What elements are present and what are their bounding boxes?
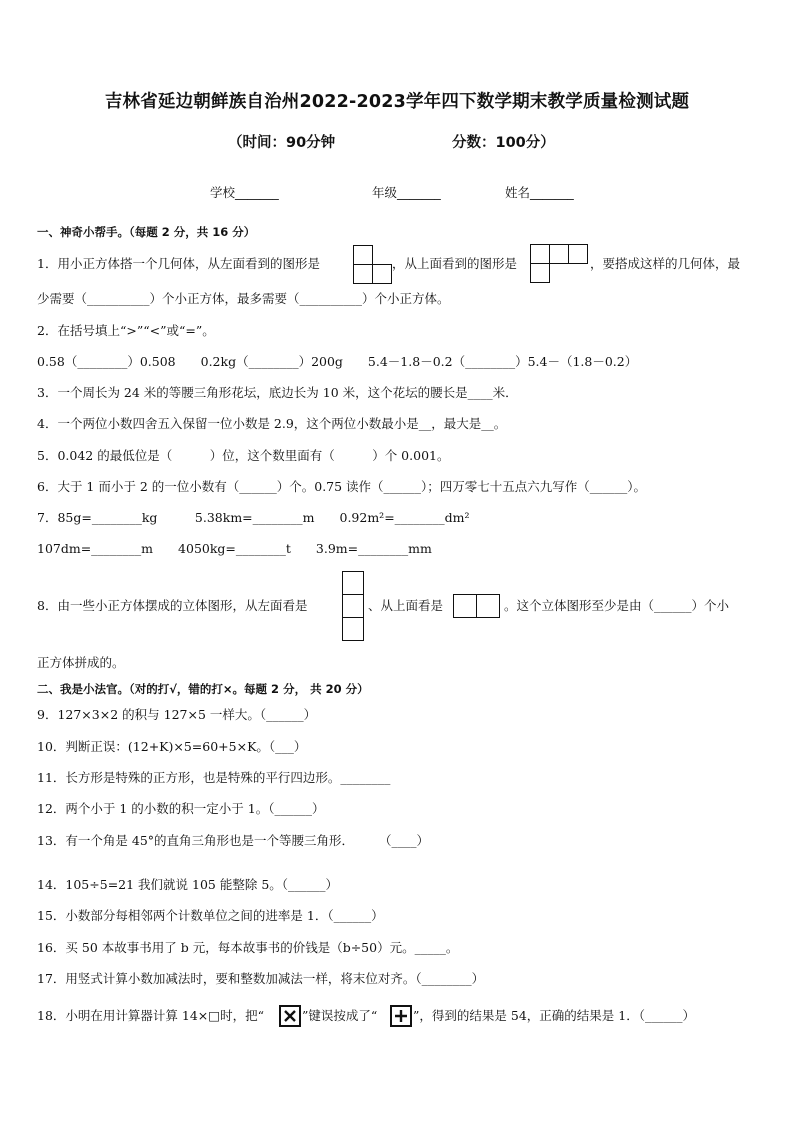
question-17: 17．用竖式计算小数加减法时，要和整数加减法一样，将末位对齐。（________） (37, 971, 485, 986)
question-1-part-d: 少需要（__________）个小正方体，最多需要（__________）个小正方体。 (37, 291, 450, 306)
question-6: 6．大于 1 而小于 2 的一位小数有（______）个。0.75 读作（______）；四万零七十五点六九写作（______）。 (37, 479, 647, 494)
question-9: 9．127×3×2 的积与 127×5 一样大。（______） (37, 707, 317, 722)
question-1-part-b: ，从上面看到的图形是 (392, 256, 518, 271)
grade-field[interactable]: 年级_______ (372, 185, 441, 200)
name-field[interactable]: 姓名_______ (505, 185, 574, 200)
question-8-part-c: 。这个立体图形至少是由（______）个小 (504, 598, 730, 613)
q1-left-view-figure (353, 245, 392, 284)
question-18-part-c: ”，得到的结果是 54，正确的结果是 1．（______） (413, 1008, 695, 1023)
question-1-part-a: 1．用小正方体搭一个几何体，从左面看到的图形是 (37, 256, 320, 271)
question-7-row-2: 107dm=________m 4050kg=________t 3.9m=________mm (37, 541, 432, 556)
question-16: 16．买 50 本故事书用了 b 元，每本故事书的价钱是（b÷50）元。_____。 (37, 940, 459, 955)
question-8-part-d: 正方体拼成的。 (37, 655, 125, 670)
question-8-part-a: 8．由一些小正方体摆成的立体图形，从左面看是 (37, 598, 308, 613)
question-8-part-b: 、从上面看是 (368, 598, 444, 613)
question-7-row-1: 7．85g=________kg 5.38km=________m 0.92m²=________dm² (37, 510, 470, 525)
section-1-heading: 一、神奇小帮手。（每题 2 分，共 16 分） (37, 225, 256, 239)
question-18-part-b: ”键误按成了“ (302, 1008, 378, 1023)
question-1-part-c: ，要搭成这样的几何体，最 (590, 256, 741, 271)
question-4: 4．一个两位小数四舍五入保留一位小数是 2.9，这个两位小数最小是__，最大是__。 (37, 416, 507, 431)
question-2-items: 0.58（________）0.508 0.2kg（________）200g 5.4－1.8－0.2（________）5.4－（1.8－0.2） (37, 354, 638, 369)
question-10: 10．判断正误：(12+K)×5=60+5×K。（___） (37, 739, 307, 754)
section-2-heading: 二、我是小法官。（对的打√，错的打×。每题 2 分， 共 20 分） (37, 682, 369, 696)
exam-title: 吉林省延边朝鲜族自治州2022-2023学年四下数学期末教学质量检测试题 (104, 92, 690, 112)
question-5: 5．0.042 的最低位是（ ）位，这个数里面有（ ）个 0.001。 (37, 448, 450, 463)
multiply-key-icon (279, 1005, 301, 1027)
question-2: 2．在括号填上“>”“<”或“=”。 (37, 323, 215, 338)
exam-time: （时间：90分钟 (228, 135, 336, 151)
question-18-part-a: 18．小明在用计算器计算 14×□时，把“ (37, 1008, 264, 1023)
school-field[interactable]: 学校_______ (210, 185, 279, 200)
plus-key-icon (390, 1005, 412, 1027)
question-11: 11．长方形是特殊的正方形，也是特殊的平行四边形。________ (37, 770, 391, 785)
exam-score: 分数：100分） (452, 135, 555, 151)
question-12: 12．两个小于 1 的小数的积一定小于 1。（______） (37, 801, 325, 816)
q1-top-view-figure (530, 244, 588, 283)
question-3: 3．一个周长为 24 米的等腰三角形花坛，底边长为 10 米，这个花坛的腰长是____米． (37, 385, 518, 400)
question-13: 13．有一个角是 45°的直角三角形也是一个等腰三角形． （____） (37, 833, 430, 848)
question-15: 15．小数部分每相邻两个计数单位之间的进率是 1．（______） (37, 908, 384, 923)
question-14: 14．105÷5=21 我们就说 105 能整除 5。（______） (37, 877, 339, 892)
q8-top-view-figure (453, 594, 500, 618)
q8-left-view-figure (342, 571, 364, 641)
